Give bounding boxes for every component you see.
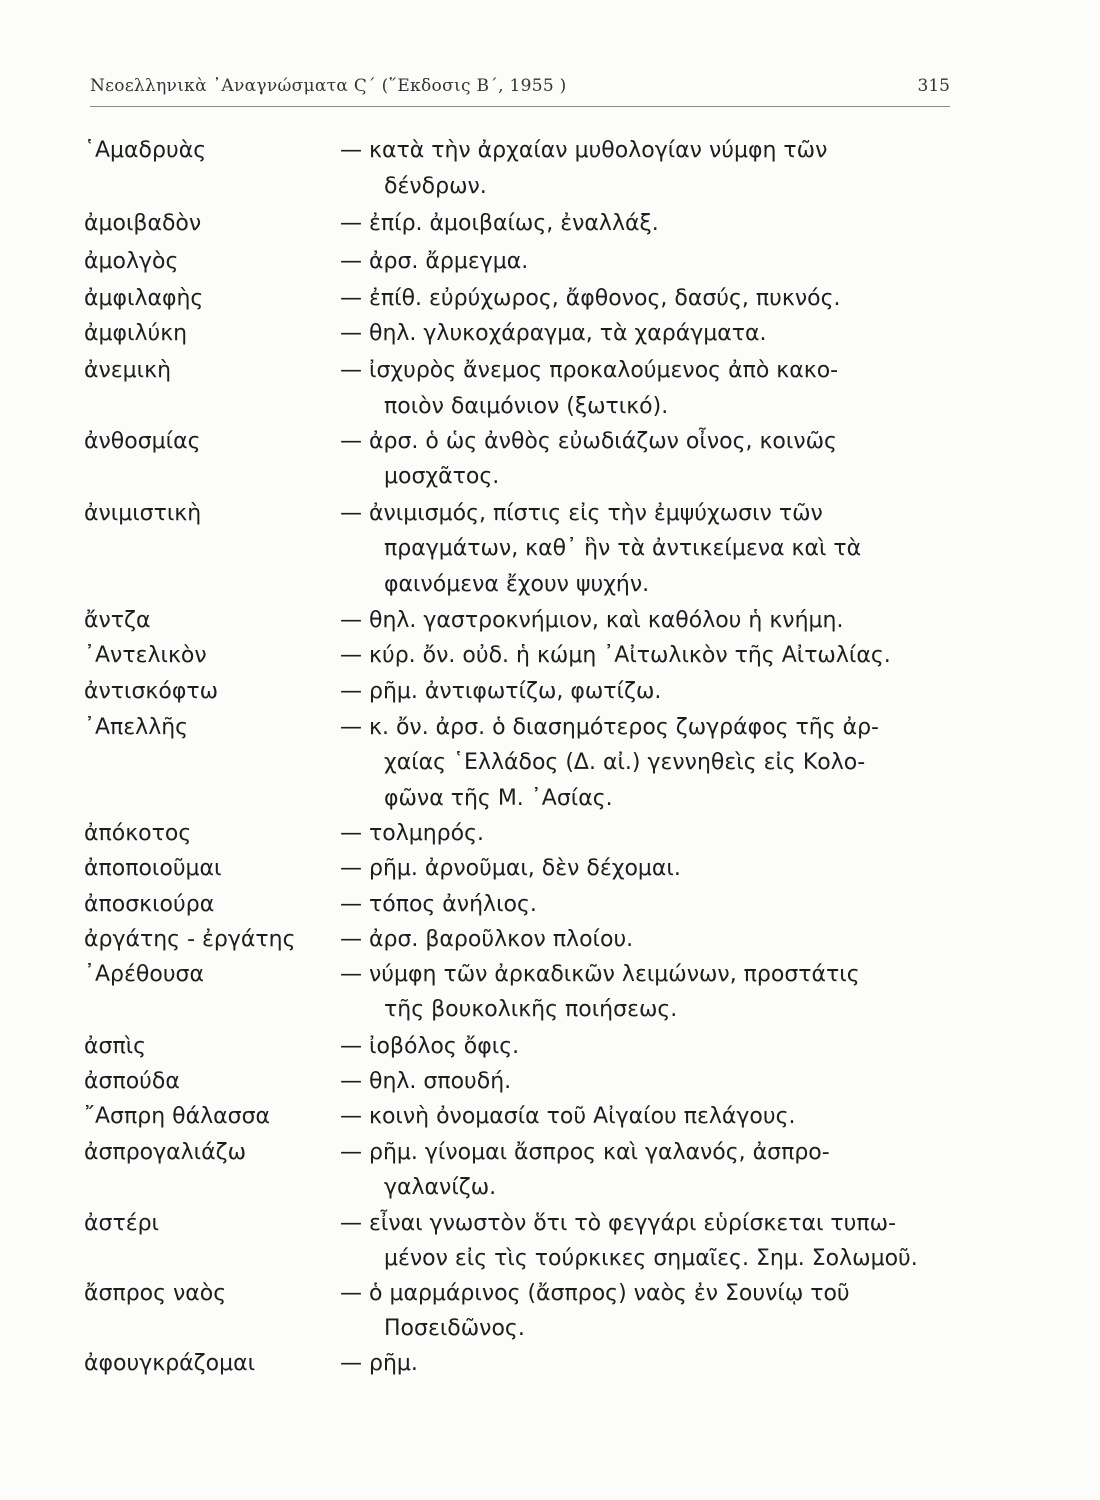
- glossary-term: ἀσπρογαλιάζω: [84, 1140, 246, 1165]
- glossary-definition: — ρῆμ. ἀντιφωτίζω, φωτίζω.: [340, 679, 662, 704]
- glossary-definition: — θηλ. γλυκοχάραγμα, τὰ χαράγματα.: [340, 321, 767, 346]
- glossary-definition: — ρῆμ. ἀρνοῦμαι, δὲν δέχομαι.: [340, 856, 681, 881]
- glossary-term: ᾿Αρέθουσα: [84, 962, 205, 987]
- glossary-term: ῾Αμαδρυὰς: [84, 138, 207, 163]
- header-title: Νεοελληνικὰ ᾿Αναγνώσματα Ϛ΄ (῞Εκδοσις Β΄, 1955 ): [90, 76, 567, 96]
- glossary-definition-cont: φῶνα τῆς Μ. ᾿Ασίας.: [384, 786, 613, 811]
- glossary-definition: — ἰοβόλος ὄφις.: [340, 1034, 520, 1059]
- glossary-definition-cont: χαίας ῾Ελλάδος (Δ. αἰ.) γεννηθεὶς εἰς Κολο-: [384, 750, 866, 775]
- glossary-definition: — ἀρσ. βαροῦλκον πλοίου.: [340, 927, 634, 952]
- glossary-term: ἀσπούδα: [84, 1069, 180, 1094]
- glossary-term: ἀνθοσμίας: [84, 429, 201, 454]
- glossary-definition: — ἀνιμισμός, πίστις εἰς τὴν ἐμψύχωσιν τῶν: [340, 501, 823, 526]
- glossary-term: ἀπόκοτος: [84, 821, 192, 846]
- glossary-definition-cont: δένδρων.: [384, 174, 487, 199]
- glossary-term: ἀποποιοῦμαι: [84, 856, 222, 881]
- glossary-term: ἀφουγκράζομαι: [84, 1351, 256, 1376]
- glossary-definition: — κ. ὄν. ἀρσ. ὁ διασημότερος ζωγράφος τῆς ἀρ-: [340, 715, 879, 740]
- glossary-term: ῎Ασπρη θάλασσα: [84, 1104, 271, 1129]
- glossary-term: ἀργάτης - ἐργάτης: [84, 927, 296, 952]
- glossary-definition: — κατὰ τὴν ἀρχαίαν μυθολογίαν νύμφη τῶν: [340, 138, 828, 163]
- glossary-term: ἀποσκιούρα: [84, 892, 215, 917]
- glossary-definition: — ρῆμ.: [340, 1351, 418, 1376]
- page-number: 315: [917, 76, 950, 96]
- glossary-definition: — τόπος ἀνήλιος.: [340, 892, 537, 917]
- glossary-term: ἄσπρος ναὸς: [84, 1281, 227, 1306]
- glossary-definition: — νύμφη τῶν ἀρκαδικῶν λειμώνων, προστάτις: [340, 962, 860, 987]
- glossary-term: ἀντισκόφτω: [84, 679, 219, 704]
- glossary-term: ᾿Απελλῆς: [84, 715, 189, 740]
- glossary-definition-cont: πραγμάτων, καθ᾿ ἣν τὰ ἀντικείμενα καὶ τὰ: [384, 536, 862, 561]
- glossary-definition-cont: Ποσειδῶνος.: [384, 1316, 525, 1341]
- glossary-definition: — τολμηρός.: [340, 821, 484, 846]
- glossary-definition: — ἀρσ. ὁ ὡς ἀνθὸς εὐωδιάζων οἶνος, κοινῶς: [340, 429, 837, 454]
- glossary-term: ἀμφιλύκη: [84, 321, 188, 346]
- glossary-definition: — ὁ μαρμάρινος (ἄσπρος) ναὸς ἐν Σουνίῳ τοῦ: [340, 1281, 850, 1306]
- glossary-term: ἀμολγὸς: [84, 249, 179, 274]
- glossary-term: ἄντζα: [84, 608, 151, 633]
- glossary-definition-cont: ποιὸν δαιμόνιον (ξωτικό).: [384, 394, 669, 419]
- glossary-definition: — ἐπίρ. ἀμοιβαίως, ἐναλλάξ.: [340, 211, 659, 236]
- glossary-definition: — ἐπίθ. εὐρύχωρος, ἄφθονος, δασύς, πυκνός.: [340, 286, 841, 311]
- glossary-definition: — εἶναι γνωστὸν ὅτι τὸ φεγγάρι εὑρίσκεται τυπω-: [340, 1211, 897, 1236]
- glossary-term: ἀσπὶς: [84, 1034, 147, 1059]
- glossary-definition: — κοινὴ ὀνομασία τοῦ Αἰγαίου πελάγους.: [340, 1104, 796, 1129]
- glossary-definition: — ἰσχυρὸς ἄνεμος προκαλούμενος ἀπὸ κακο-: [340, 358, 839, 383]
- glossary-definition: — θηλ. σπουδή.: [340, 1069, 512, 1094]
- glossary-definition: — θηλ. γαστροκνήμιον, καὶ καθόλου ἡ κνήμη.: [340, 608, 844, 633]
- glossary-definition: — ἀρσ. ἄρμεγμα.: [340, 249, 529, 274]
- glossary-term: ἀμφιλαφὴς: [84, 286, 204, 311]
- glossary-term: ἀνεμικὴ: [84, 358, 172, 383]
- glossary-definition: — κύρ. ὄν. οὐδ. ἡ κώμη ᾿Αἰτωλικὸν τῆς Αἰτωλίας.: [340, 643, 891, 668]
- glossary-term: ᾿Αντελικὸν: [84, 643, 207, 668]
- glossary-definition: — ρῆμ. γίνομαι ἄσπρος καὶ γαλανός, ἀσπρο-: [340, 1140, 830, 1165]
- glossary-term: ἀνιμιστικὴ: [84, 501, 202, 526]
- glossary-term: ἀστέρι: [84, 1211, 159, 1236]
- glossary-term: ἀμοιβαδὸν: [84, 211, 202, 236]
- glossary-definition-cont: τῆς βουκολικῆς ποιήσεως.: [384, 997, 678, 1022]
- glossary-definition-cont: μένον εἰς τὶς τούρκικες σημαῖες. Σημ. Σολωμοῦ.: [384, 1246, 918, 1271]
- glossary-definition-cont: φαινόμενα ἔχουν ψυχήν.: [384, 572, 650, 597]
- glossary-definition-cont: γαλανίζω.: [384, 1175, 497, 1200]
- glossary-definition-cont: μοσχᾶτος.: [384, 464, 500, 489]
